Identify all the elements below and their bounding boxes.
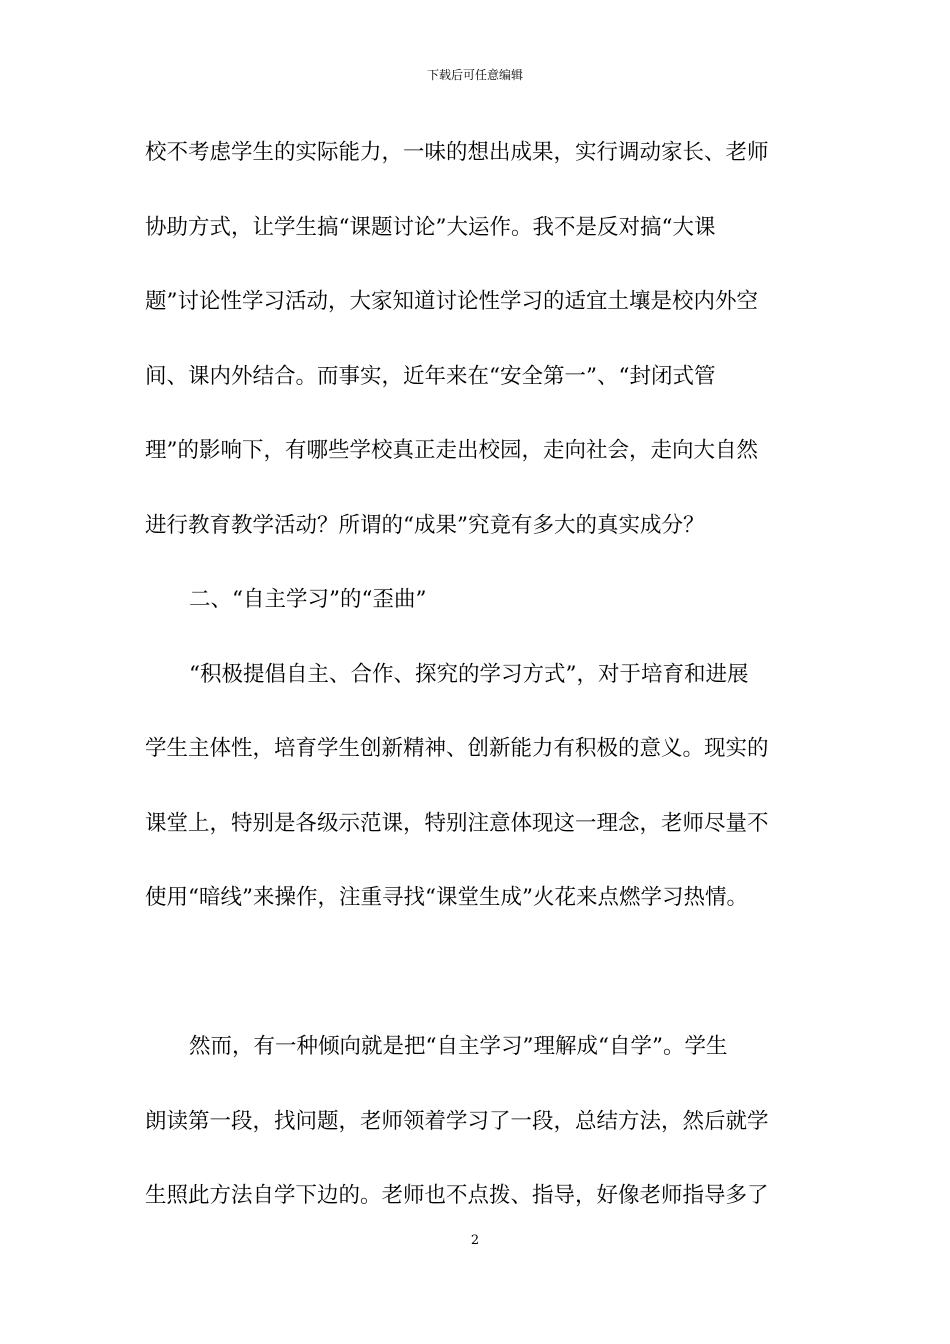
text-line: 学生主体性，培育学生创新精神、创新能力有积极的意义。现实的: [145, 736, 769, 761]
text-line: 协助方式，让学生搞“课题讨论”大运作。我不是反对搞“大课: [145, 214, 716, 240]
text-line: 朗读第一段，找问题，老师领着学习了一段，总结方法，然后就学: [145, 1108, 769, 1134]
text-line: 进行教育教学活动？所谓的“成果”究竟有多大的真实成分？: [145, 512, 705, 538]
text-line: 校不考虑学生的实际能力，一味的想出成果，实行调动家长、老师: [145, 140, 769, 165]
paragraph-spacer: [145, 953, 835, 1028]
section-heading: 二、“自主学习”的“歪曲”: [189, 587, 427, 612]
text-line: 理”的影响下，有哪些学校真正走出校园，走向社会，走向大自然: [145, 438, 758, 463]
text-line: 课堂上，特别是各级示范课，特别注意体现这一理念，老师尽量不: [145, 810, 769, 836]
document-body: [145, 133, 835, 1251]
page-number: 2: [470, 1233, 480, 1248]
text-line: 然而，有一种倾向就是把“自主学习”理解成“自学”。学生: [189, 1034, 728, 1059]
page-header-note: 下载后可任意编辑: [426, 68, 523, 82]
text-line: 题”讨论性学习活动，大家知道讨论性学习的适宜土壤是校内外空: [145, 289, 758, 314]
text-line: 间、课内外结合。而事实，近年来在“安全第一”、“封闭式管: [145, 363, 716, 389]
text-line: “积极提倡自主、合作、探究的学习方式”，对于培育和进展: [189, 661, 749, 687]
text-line: 使用“暗线”来操作，注重寻找“课堂生成”火花来点燃学习热情。: [145, 885, 748, 910]
text-line: 生照此方法自学下边的。老师也不点拨、指导，好像老师指导多了: [145, 1183, 769, 1208]
